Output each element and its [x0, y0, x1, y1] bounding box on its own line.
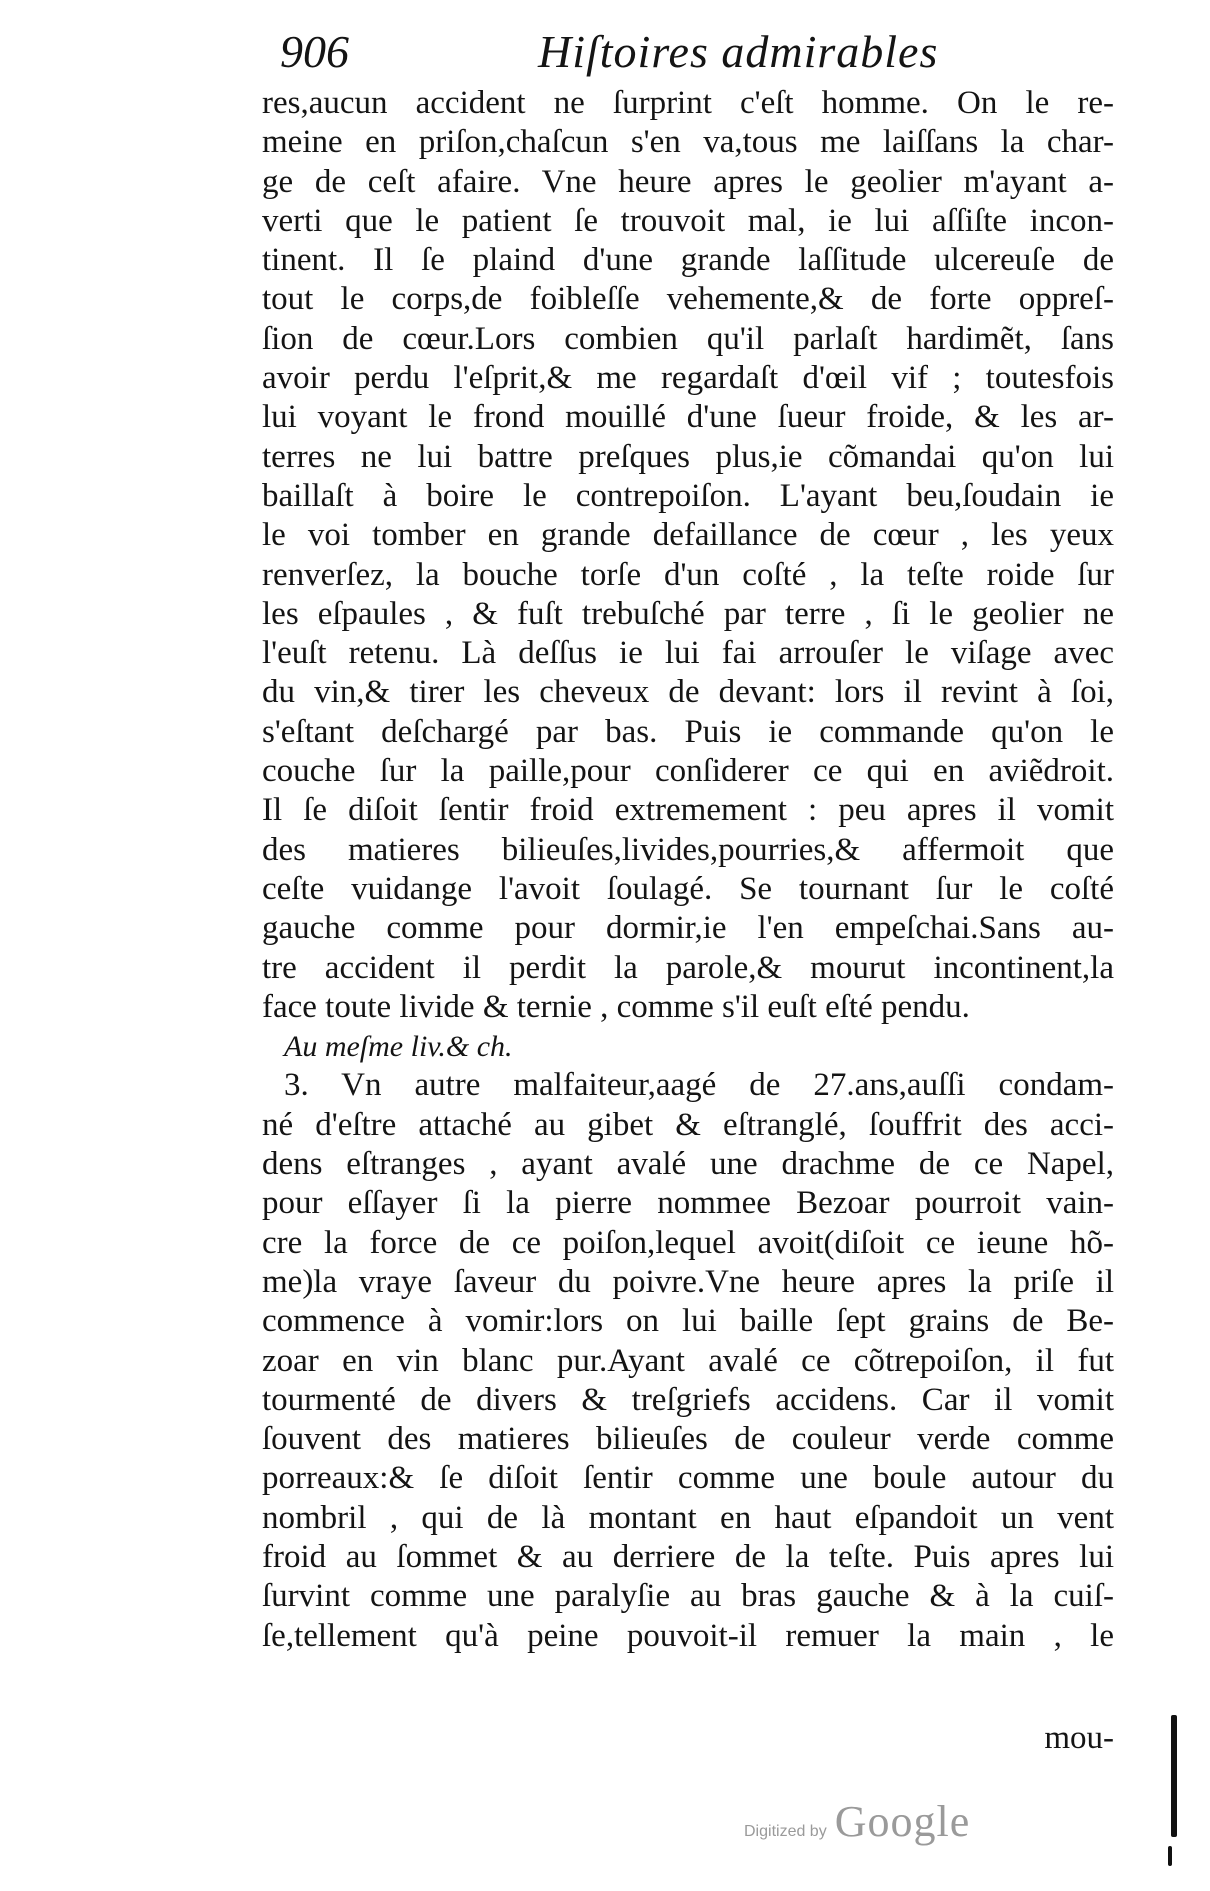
text-line: avoir perdu l'eſprit,& me regardaſt d'œil vif ; toutesfois: [262, 360, 1114, 397]
text-line: pour eſſayer ſi la pierre nommee Bezoar pourroit vain-: [262, 1185, 1114, 1222]
text-line: les eſpaules , & fuſt trebuſché par terre , ſi le geolier ne: [262, 595, 1114, 632]
text-line: ceſte vuidange l'avoit ſoulagé. Se tournant ſur le coſté: [262, 870, 1114, 907]
page-number: 906: [280, 26, 349, 77]
text-line: tre accident il perdit la parole,& mourut incontinent,la: [262, 949, 1114, 986]
text-line: Il ſe diſoit ſentir froid extremement : peu apres il vomit: [262, 792, 1114, 829]
paragraph-one: [262, 84, 1114, 1027]
text-line: gauche comme pour dormir,ie l'en empeſchai.Sans au-: [262, 910, 1114, 947]
text-line: couche ſur la paille,pour conſiderer ce qui en aviẽdroit.: [262, 753, 1114, 790]
text-line: dens eſtranges , ayant avalé une drachme de ce Napel,: [262, 1146, 1114, 1183]
text-line: tout le corps,de foibleſſe vehemente,& de forte oppreſ-: [262, 281, 1114, 318]
page-edge-mark: [1168, 1846, 1172, 1866]
text-line: me)la vraye ſaveur du poivre.Vne heure apres la priſe il: [262, 1263, 1114, 1300]
text-line: le voi tomber en grande defaillance de cœur , les yeux: [262, 517, 1114, 554]
text-block: [262, 84, 1114, 1656]
text-line: zoar en vin blanc pur.Ayant avalé ce cõtrepoiſon, il fut: [262, 1342, 1114, 1379]
text-line: froid au ſommet & au derriere de la teſte. Puis apres lui: [262, 1538, 1114, 1575]
text-line: ſion de cœur.Lors combien qu'il parlaſt hardimẽt, ſans: [262, 320, 1114, 357]
text-line: du vin,& tirer les cheveux de devant: lors il revint à ſoi,: [262, 674, 1114, 711]
paragraph-two: [262, 1066, 1114, 1655]
google-logo: Google: [834, 1797, 971, 1846]
text-line: l'euſt retenu. Là deſſus ie lui fai arrouſer le viſage avec: [262, 635, 1114, 672]
text-line: meine en priſon,chaſcun s'en va,tous me laiſſans la char-: [262, 124, 1114, 161]
side-note: Au meſme liv.& ch.: [284, 1030, 513, 1064]
text-line: ſe,tellement qu'à peine pouvoit-il remuer la main , le: [262, 1617, 1114, 1654]
text-line: verti que le patient ſe trouvoit mal, ie lui aſſiſte incon-: [262, 202, 1114, 239]
text-line: 3. Vn autre malfaiteur,aagé de 27.ans,auſſi condam-: [284, 1067, 1114, 1104]
catchword: mou-: [1044, 1720, 1114, 1756]
text-line: baillaſt à boire le contrepoiſon. L'ayant beu,ſoudain ie: [262, 477, 1114, 514]
watermark-prefix: Digitized by: [744, 1823, 827, 1840]
running-head: Hiſtoires admirables: [538, 26, 939, 77]
text-line: terres ne lui battre preſques plus,ie cõmandai qu'on lui: [262, 438, 1114, 475]
text-line: s'eſtant deſchargé par bas. Puis ie commande qu'on le: [262, 713, 1114, 750]
text-line: des matieres bilieuſes,livides,pourries,& affermoit que: [262, 831, 1114, 868]
text-line: tourmenté de divers & treſgriefs accidens. Car il vomit: [262, 1381, 1114, 1418]
text-line: tinent. Il ſe plaind d'une grande laſſitude ulcereuſe de: [262, 242, 1114, 279]
text-line: res,aucun accident ne ſurprint c'eſt homme. On le re-: [262, 85, 1114, 121]
text-line: commence à vomir:lors on lui baille ſept grains de Be-: [262, 1303, 1114, 1340]
text-line: ſurvint comme une paralyſie au bras gauche & à la cuiſ-: [262, 1578, 1114, 1615]
page-edge-mark: [1171, 1715, 1177, 1837]
text-line: renverſez, la bouche torſe d'un coſté , la teſte roide ſur: [262, 556, 1114, 593]
text-line: nombril , qui de là montant en haut eſpandoit un vent: [262, 1499, 1114, 1536]
text-line: face toute livide & ternie , comme s'il euſt eſté pendu.: [262, 988, 970, 1025]
text-line: porreaux:& ſe diſoit ſentir comme une boule autour du: [262, 1460, 1114, 1497]
text-line: lui voyant le frond mouillé d'une ſueur froide, & les ar-: [262, 399, 1114, 436]
text-line: ge de ceſt afaire. Vne heure apres le geolier m'ayant a-: [262, 163, 1114, 200]
page-header: [268, 22, 1108, 82]
text-line: ſouvent des matieres bilieuſes de couleur verde comme: [262, 1421, 1114, 1458]
digitization-watermark: [744, 1796, 970, 1847]
text-line: né d'eſtre attaché au gibet & eſtranglé, ſouffrit des acci-: [262, 1106, 1114, 1143]
text-line: cre la force de ce poiſon,lequel avoit(diſoit ce ieune hõ-: [262, 1224, 1114, 1261]
